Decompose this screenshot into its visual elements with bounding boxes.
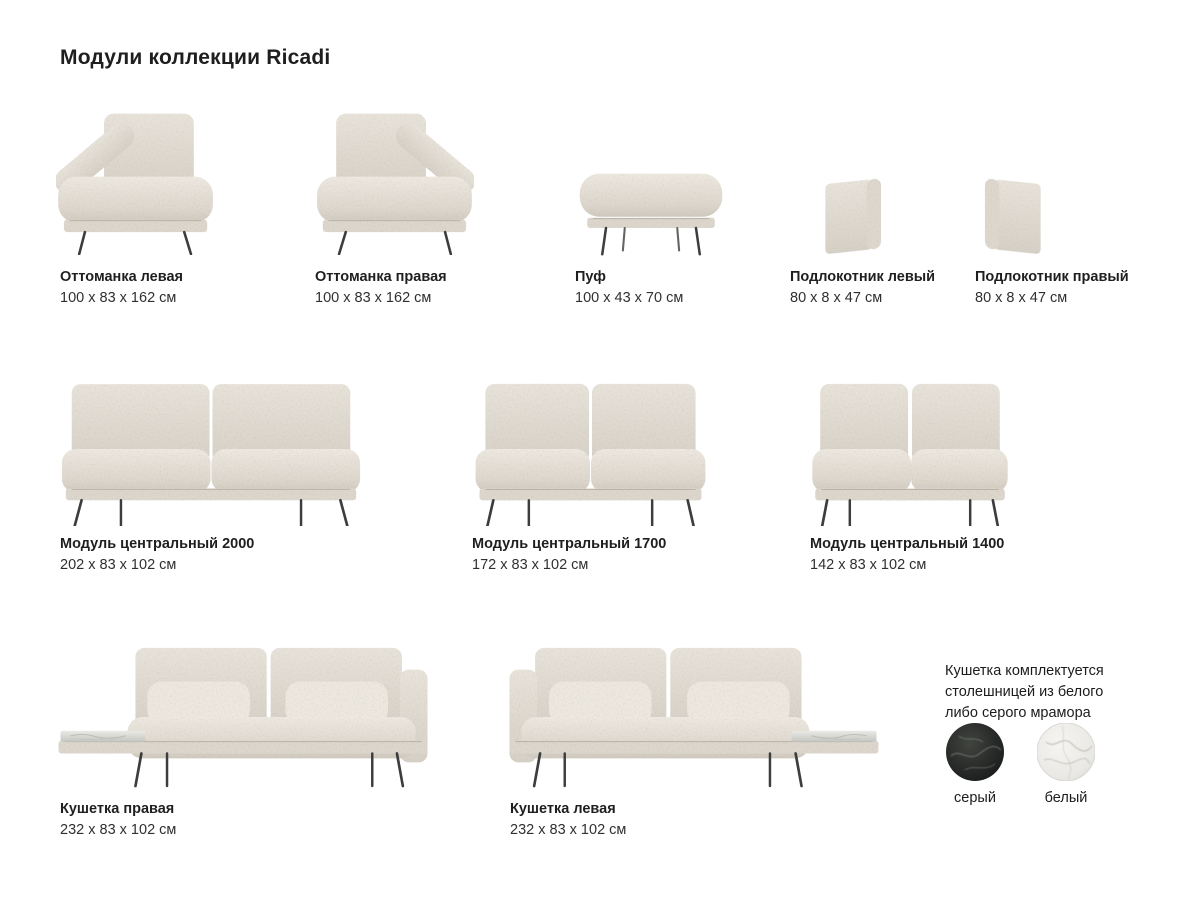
product-label <box>315 268 447 308</box>
product-card-ottoman-left <box>56 102 276 312</box>
product-dimensions: 142 x 83 x 102 см <box>810 556 927 573</box>
product-card-ottoman-right <box>313 102 533 312</box>
ottoman-right-illustration <box>313 106 474 255</box>
product-name: Кушетка правая <box>60 801 175 817</box>
product-name: Пуф <box>575 269 606 285</box>
product-label <box>575 268 683 308</box>
armrest-right-illustration <box>974 168 1048 256</box>
product-dimensions: 172 x 83 x 102 см <box>472 556 589 573</box>
marble-note <box>945 661 1180 724</box>
product-name: Кушетка левая <box>510 801 616 817</box>
couch-right-illustration <box>56 642 432 790</box>
module-1400-illustration <box>806 378 1014 526</box>
ottoman-left-illustration <box>56 106 217 255</box>
product-dimensions: 80 x 8 x 47 см <box>975 289 1068 306</box>
product-card-couch-right <box>56 640 456 870</box>
product-dimensions: 100 x 83 x 162 см <box>315 289 432 306</box>
white-marble-swatch-icon[interactable] <box>1037 723 1095 781</box>
couch-left-illustration <box>505 642 881 790</box>
swatch-label: белый <box>1044 790 1088 806</box>
product-card-couch-left <box>503 640 903 870</box>
module-1700-illustration <box>469 378 712 526</box>
product-dimensions: 202 x 83 x 102 см <box>60 556 177 573</box>
swatch-label: серый <box>954 790 996 806</box>
product-label <box>60 535 254 575</box>
product-dimensions: 100 x 43 x 70 см <box>575 289 684 306</box>
product-label <box>510 800 626 840</box>
product-name: Оттоманка правая <box>315 269 447 285</box>
gray-marble-swatch-icon[interactable] <box>946 723 1004 781</box>
product-dimensions: 100 x 83 x 162 см <box>60 289 177 306</box>
product-card-module-2000 <box>56 378 386 598</box>
swatch-gray-marble <box>946 723 1004 806</box>
product-name: Оттоманка левая <box>60 269 183 285</box>
product-name: Подлокотник левый <box>790 269 936 285</box>
product-label <box>975 268 1129 308</box>
product-dimensions: 232 x 83 x 102 см <box>60 821 177 838</box>
product-label <box>60 800 176 840</box>
product-name: Модуль центральный 1700 <box>472 536 667 552</box>
product-card-armrest-right <box>972 102 1152 312</box>
product-card-armrest-left <box>790 102 970 312</box>
marble-note-line: Кушетка комплектуется <box>945 663 1104 679</box>
pouf-illustration <box>576 168 726 258</box>
product-dimensions: 80 x 8 x 47 см <box>790 289 883 306</box>
product-dimensions: 232 x 83 x 102 см <box>510 821 627 838</box>
marble-note-line: либо серого мрамора <box>945 705 1091 721</box>
product-name: Модуль центральный 2000 <box>60 536 255 552</box>
module-2000-illustration <box>56 378 366 526</box>
product-label <box>472 535 666 575</box>
product-card-pouf <box>574 102 774 312</box>
product-label <box>790 268 935 308</box>
marble-note-line: столешницей из белого <box>945 684 1104 700</box>
page-title: Модули коллекции Ricadi <box>60 46 331 69</box>
swatch-white-marble <box>1037 723 1095 806</box>
product-label <box>60 268 183 308</box>
armrest-left-illustration <box>818 168 892 256</box>
product-card-module-1400 <box>806 378 1046 598</box>
product-name: Модуль центральный 1400 <box>810 536 1005 552</box>
product-label <box>810 535 1004 575</box>
product-name: Подлокотник правый <box>975 269 1129 285</box>
product-card-module-1700 <box>467 378 737 598</box>
